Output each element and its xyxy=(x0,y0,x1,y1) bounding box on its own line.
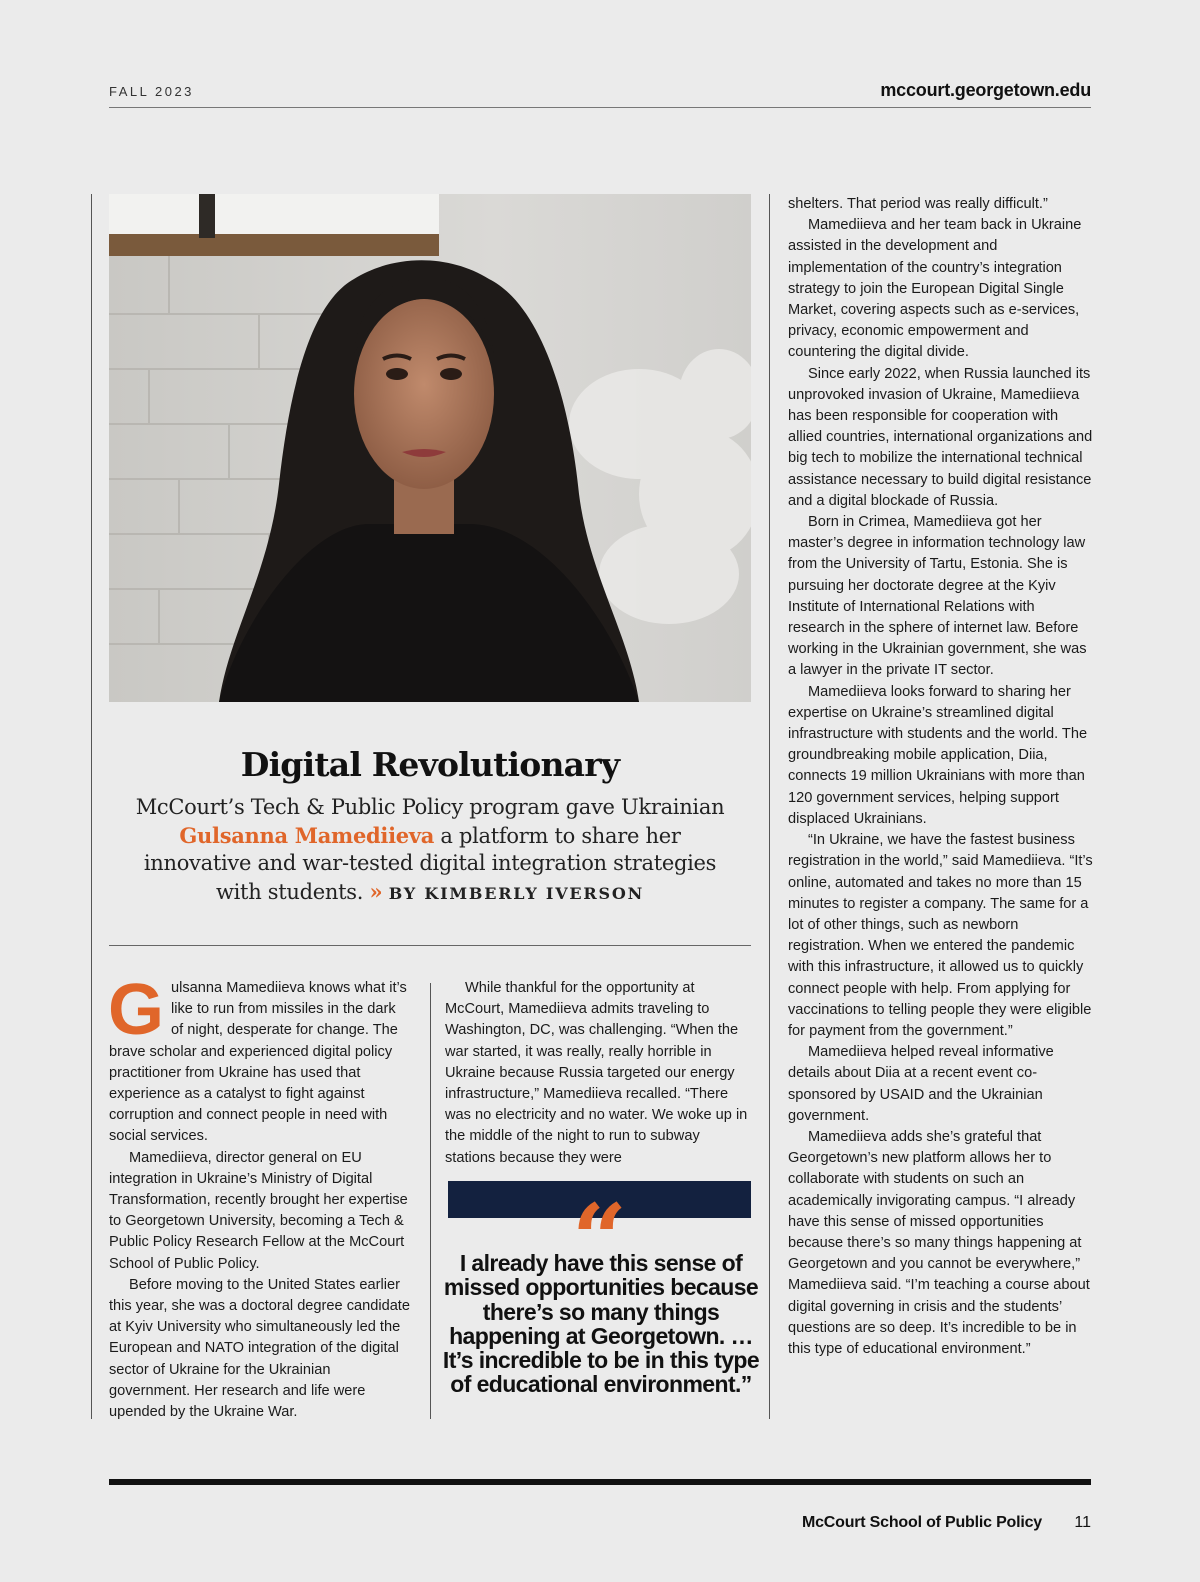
paragraph: Mamediieva looks forward to sharing her expertise on Ukraine’s streamlined digital infrastructure with students and the world. The groundbreaking mobile application, Diia, connects 19 million Ukrainians with more than 120 government services, helping support displaced Ukrainians. xyxy=(788,683,1088,827)
dek-subject-name: Gulsanna Mamediieva xyxy=(179,822,435,848)
site-url[interactable]: mccourt.georgetown.edu xyxy=(880,80,1091,100)
paragraph: “In Ukraine, we have the fastest business registration in the world,” said Mamediieva. “It’s online, automated and takes no more than 15 minutes to register a company. The same for a lot of other things, such as newborn registration. When we entered the pandemic with this infrastructure, it allowed us to quickly connect people with help. From applying for vaccinations to telling people they were eligible for payment from the government.” xyxy=(788,832,1093,1039)
dek-text: McCourt’s Tech & Public Policy program gave Ukrainian xyxy=(135,795,725,819)
byline: BY KIMBERLY IVERSON xyxy=(388,883,645,903)
quote-mark-icon: “ xyxy=(571,1192,628,1252)
center-column-rule xyxy=(430,983,431,1419)
issue-label: FALL 2023 xyxy=(109,84,194,99)
paragraph: While thankful for the opportunity at McCourt, Mamediieva admits traveling to Washington, DC, was challenging. “When the war started, it was really, really horrible in Ukraine because Russia targeted our energy infrastructure,” Mamediieva recalled. “There was no electricity and no water. We woke up in the middle of the night to run to subway stations because they were xyxy=(445,980,748,1166)
dek-text-end: a platform to share her innovative and war-tested digital integration strategies with students. xyxy=(143,823,717,904)
body-column-2 xyxy=(445,978,751,1169)
body-column-1 xyxy=(108,970,411,1423)
drop-cap: G xyxy=(108,970,165,1050)
page-number: 11 xyxy=(1074,1514,1091,1531)
pull-quote: I already have this sense of missed opportunities because there’s so many things happening at Georgetown. … It’s incredible to be in this type of educational environment.” xyxy=(442,1250,760,1398)
right-column-rule xyxy=(769,194,770,1419)
left-column-rule xyxy=(91,194,92,1419)
byline-arrow-icon: » xyxy=(369,878,383,904)
portrait-photo xyxy=(109,194,751,702)
header-rule xyxy=(109,107,1091,108)
paragraph: Born in Crimea, Mamediieva got her master’s degree in information technology law from the University of Tartu, Estonia. She is pursuing her doctorate degree at the Kyiv Institute of International Relations with research in the sphere of internet law. Before working in the Ukrainian government, she was a lawyer in the private IT sector. xyxy=(788,514,1087,679)
paragraph: Gulsanna Mamediieva knows what it’s like to run from missiles in the dark of night, desperate for change. The brave scholar and experienced digital policy practitioner from Ukraine has used that experience as a catalyst to fight against corruption and connect people in need with social services. xyxy=(108,970,407,1145)
footer-publication: McCourt School of Public Policy xyxy=(801,1514,1042,1531)
paragraph: Mamediieva, director general on EU integration in Ukraine’s Ministry of Digital Transformation, recently brought her expertise to Georgetown University, becoming a Tech & Public Policy Research Fellow at the McCourt School of Public Policy. xyxy=(109,1149,408,1272)
paragraph: Before moving to the United States earlier this year, she was a doctoral degree candidate at Kyiv University who simultaneously led the European and NATO integration of the digital sector of Ukraine for the Ukrainian government. Her research and life were upended by the Ukraine War. xyxy=(109,1276,410,1421)
article-title: Digital Revolutionary xyxy=(240,745,620,784)
section-rule xyxy=(109,945,751,946)
paragraph: Since early 2022, when Russia launched its unprovoked invasion of Ukraine, Mamediieva has been responsible for cooperation with allied countries, international organizations and big tech to mobilize the international technical assistance necessary to build digital resistance and a digital blockade of Russia. xyxy=(788,365,1093,509)
paragraph: Mamediieva helped reveal informative details about Diia at a recent event co-sponsored by USAID and the Ukrainian government. xyxy=(788,1044,1054,1124)
paragraph: Mamediieva adds she’s grateful that Georgetown’s new platform allows her to collaborate with students on such an academically invigorating campus. “I already have this sense of missed opportunities because there’s so many things happening at Georgetown and you cannot be everywhere,” Mamediieva said. “I’m teaching a course about digital governing in crisis and the students’ questions are so deep. It’s incredible to be in this type of educational environment.” xyxy=(788,1128,1090,1357)
paragraph: shelters. That period was really difficult.” xyxy=(788,196,1048,212)
paragraph: Mamediieva and her team back in Ukraine assisted in the development and implementation of the country’s integration strategy to join the European Digital Single Market, covering aspects such as e-services, privacy, economic empowerment and countering the digital divide. xyxy=(788,217,1082,361)
article-dek xyxy=(125,794,735,907)
body-column-3 xyxy=(788,194,1094,1360)
footer-rule xyxy=(109,1479,1091,1485)
